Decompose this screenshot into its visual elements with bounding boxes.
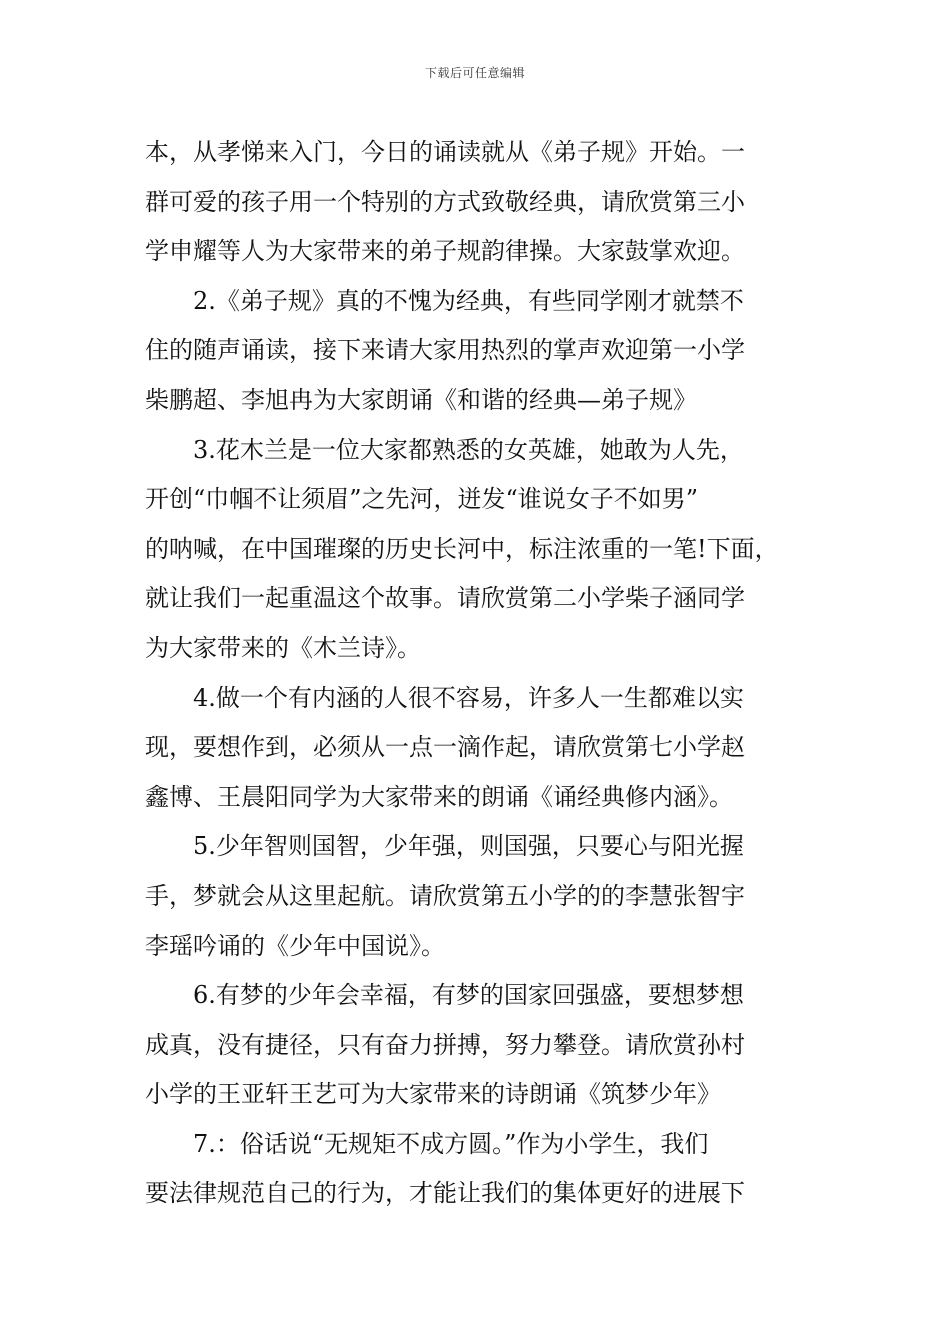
paragraph-3-start: 3.花木兰是一位大家都熟悉的女英雄，她敢为人先， bbox=[193, 435, 744, 464]
text-line: 柴鹏超、李旭冉为大家朗诵《和谐的经典—弟子规》 bbox=[145, 385, 697, 414]
paragraph-7-start: 7.：俗话说“无规矩不成方圆。”作为小学生，我们 bbox=[193, 1129, 709, 1158]
text-line: 本，从孝悌来入门，今日的诵读就从《弟子规》开始。一 bbox=[145, 138, 745, 166]
text-line: 群可爱的孩子用一个特别的方式致敬经典，请欣赏第三小 bbox=[145, 187, 745, 216]
text-line: 就让我们一起重温这个故事。请欣赏第二小学柴子涵同学 bbox=[145, 584, 745, 613]
text-line: 学申耀等人为大家带来的弟子规韵律操。大家鼓掌欢迎。 bbox=[145, 237, 745, 266]
text-line: 手，梦就会从这里起航。请欣赏第五小学的的李慧张智宇 bbox=[145, 881, 745, 910]
paragraph-2-start: 2.《弟子规》真的不愧为经典，有些同学刚才就禁不 bbox=[193, 286, 744, 315]
text-line: 成真，没有捷径，只有奋力拼搏，努力攀登。请欣赏孙村 bbox=[145, 1030, 745, 1059]
text-line: 开创“巾帼不让须眉”之先河，迸发“谁说女子不如男” bbox=[145, 485, 699, 514]
text-line: 鑫博、王晨阳同学为大家带来的朗诵《诵经典修内涵》。 bbox=[145, 782, 733, 811]
paragraph-4-start: 4.做一个有内涵的人很不容易，许多人一生都难以实 bbox=[193, 683, 744, 712]
text-line: 为大家带来的《木兰诗》。 bbox=[145, 633, 421, 662]
text-line: 小学的王亚轩王艺可为大家带来的诗朗诵《筑梦少年》 bbox=[145, 1080, 721, 1109]
text-line: 要法律规范自己的行为，才能让我们的集体更好的进展下 bbox=[145, 1179, 745, 1208]
paragraph-6-start: 6.有梦的少年会幸福，有梦的国家回强盛，要想梦想 bbox=[193, 981, 744, 1010]
text-line: 现，要想作到，必须从一点一滴作起，请欣赏第七小学赵 bbox=[145, 733, 745, 762]
text-line: 的呐喊，在中国璀璨的历史长河中，标注浓重的一笔!下面， bbox=[145, 534, 779, 563]
text-line: 李瑶吟诵的《少年中国说》。 bbox=[145, 931, 445, 960]
document-body bbox=[145, 128, 811, 1219]
paragraph-5-start: 5.少年智则国智，少年强，则国强，只要心与阳光握 bbox=[193, 832, 744, 861]
page-header: 下载后可任意编辑 bbox=[424, 66, 525, 80]
text-line: 住的随声诵读，接下来请大家用热烈的掌声欢迎第一小学 bbox=[145, 336, 745, 365]
